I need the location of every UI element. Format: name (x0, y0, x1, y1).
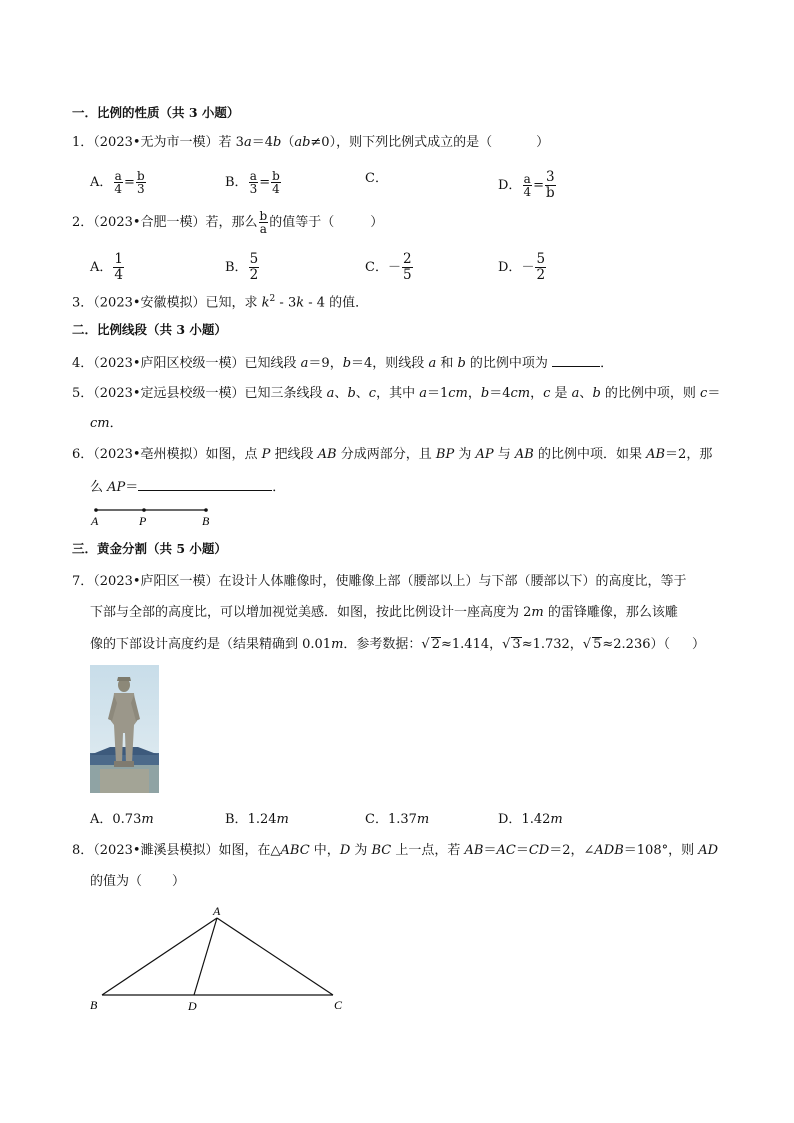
option-label: D． (498, 178, 522, 193)
exponent: 2 (269, 294, 276, 304)
option-label: A． (90, 260, 113, 275)
label-a: A (213, 904, 221, 918)
section-heading-3: 三．黄金分割（共 5 小题） (72, 541, 227, 556)
q2-option-c: C．－ $\frac{2}{5}$ (365, 251, 412, 283)
section-heading-2: 二．比例线段（共 3 小题） (72, 322, 227, 337)
q3-text: - 3 (275, 295, 297, 311)
answer-blank (138, 478, 272, 491)
q1-option-c (365, 170, 388, 188)
question-2: 2．（2023•合肥一模）若，那么 $\frac{b}{a}$ 的值等于（ ） (72, 209, 384, 236)
question-5: 5．（2023•定远县校级一模）已知三条线段 a、b、c，其中 a＝1cm，b＝4cm，c 是 a、b 的比例中项，则 c＝ (72, 386, 721, 401)
q2-option-d: D．－ $\frac{5}{2}$ (498, 251, 546, 283)
var-k: k (296, 295, 305, 311)
q2-text: ） (370, 215, 384, 230)
q1-option-b: B． $\frac{a}{3}$ = $\frac{b}{4}$ (225, 169, 280, 196)
segment-ab (102, 918, 217, 995)
label-b: B (202, 514, 210, 528)
question-7-line-2: 下部与全部的高度比，可以增加视觉美感．如图，按此比例设计一座高度为 2m 的雷锋雕像，那么该雕 (90, 605, 678, 620)
label-a: A (91, 514, 99, 528)
q7-option-b: B．1.24m (225, 812, 289, 827)
point-p (142, 508, 146, 512)
option-label: B． (225, 260, 248, 275)
q7-option-d: D．1.42m (498, 812, 563, 827)
q2-text: 的值等于（ (269, 215, 335, 230)
question-6-line-2: 么 AP＝ ． (90, 480, 286, 495)
q2-option-b: B． $\frac{5}{2}$ (225, 251, 259, 283)
q1-text: ） (536, 135, 550, 150)
option-label: D． (498, 260, 522, 275)
q1-text: ≠0），则下列比例式成立的是（ (310, 135, 493, 150)
q1-text: 1．（2023•无为市一模）若 3 (72, 135, 244, 150)
label-p: P (139, 514, 147, 528)
q7-option-a: A．0.73m (90, 812, 154, 827)
label-d: D (188, 999, 197, 1013)
question-7: 7．（2023•庐阳区一模）在设计人体雕像时，使雕像上部（腰部以上）与下部（腰部以下）的高度比，等于 (72, 574, 687, 589)
var-ab: ab (294, 135, 311, 150)
question-7-line-3: 像的下部设计高度约是（结果精确到 0.01m．参考数据：√ 2≈1.414，√ 3≈1.732，√ 5≈2.236）（ ） (90, 637, 705, 652)
label-c: C (334, 998, 343, 1012)
q2-text: 2．（2023•合肥一模）若，那么 (72, 215, 258, 230)
option-label: B． (225, 175, 248, 190)
q3-text: - 4 的值． (304, 295, 369, 311)
question-5-line-2: cm． (90, 416, 123, 431)
question-3 (72, 290, 368, 312)
q1-option-a: A． $\frac{a}{4}$ = $\frac{b}{3}$ (90, 169, 145, 196)
statue-photo (90, 665, 159, 793)
q7-option-c: C．1.37m (365, 812, 430, 827)
triangle-figure (80, 902, 360, 1017)
var-a: a (243, 135, 252, 150)
answer-blank (552, 354, 600, 367)
question-4: 4．（2023•庐阳区校级一模）已知线段 a＝9，b＝4，则线段 a 和 b 的比例中项为 ． (72, 356, 614, 371)
option-label: A． (90, 175, 113, 190)
question-1 (72, 134, 549, 152)
section-heading-1: 一．比例的性质（共 3 小题） (72, 105, 240, 120)
label-b: B (90, 998, 98, 1012)
point-a (94, 508, 98, 512)
segment-ac (217, 918, 333, 995)
q2-option-a: A． $\frac{1}{4}$ (90, 251, 123, 283)
option-label: C． (365, 171, 388, 186)
point-b (204, 508, 208, 512)
question-6: 6．（2023•亳州模拟）如图，点 P 把线段 AB 分成两部分，且 BP 为 AP 与 AB 的比例中项．如果 AB＝2，那 (72, 447, 713, 462)
option-label: C． (365, 260, 388, 275)
q1-text: ＝4 (251, 135, 273, 150)
question-8: 8．（2023•濉溪县模拟）如图，在△ABC 中，D 为 BC 上一点，若 AB＝AC＝CD＝2，∠ADB＝108°，则 AD (72, 843, 719, 858)
q1-text: （ (281, 135, 295, 150)
var-k: k (261, 295, 270, 311)
question-8-line-2: 的值为（ ） (90, 874, 186, 889)
var-b: b (272, 135, 282, 150)
q3-text: 3．（2023•安徽模拟）已知，求 (72, 295, 262, 311)
segment-figure (86, 502, 216, 530)
q1-option-d: D． $\frac{a}{4}$ = $\frac{3}{b}$ (498, 169, 555, 201)
segment-ad (194, 918, 217, 995)
